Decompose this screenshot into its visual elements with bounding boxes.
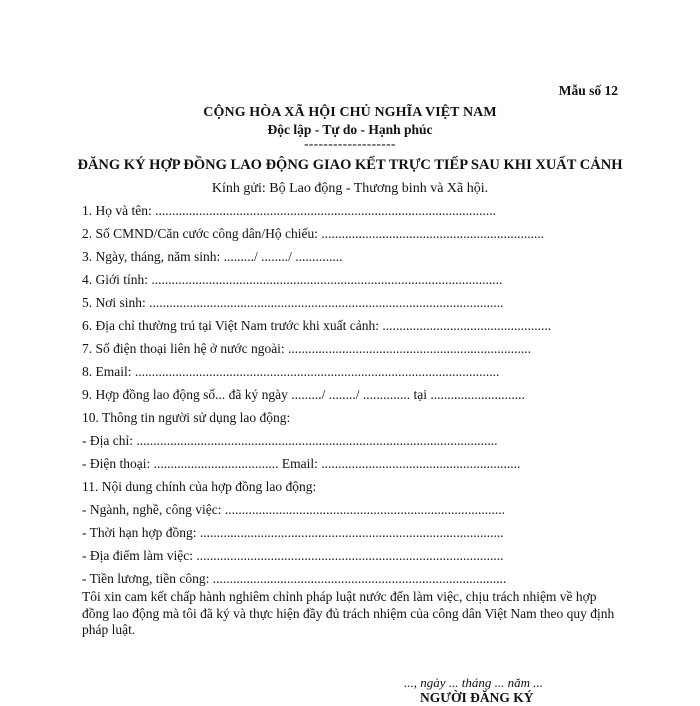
field-gender: 4. Giới tính: ........................................................................................................ — [82, 272, 503, 287]
signer-label: NGƯỜI ĐĂNG KÝ — [420, 690, 534, 705]
section-employer-info: 10. Thông tin người sử dụng lao động: — [82, 410, 291, 425]
field-id-number: 2. Số CMND/Căn cước công dân/Hộ chiếu: .................................................................. — [82, 226, 545, 241]
form-code: Mẫu số 12 — [558, 83, 618, 98]
field-occupation: - Ngành, nghề, công việc: ................................................................................... — [82, 502, 505, 517]
field-employer-phone-email: - Điện thoại: ..................................... Email: ........................................................... — [82, 456, 521, 471]
field-work-location: - Địa điểm làm việc: ........................................................................................... — [82, 548, 504, 563]
commitment-paragraph: Tôi xin cam kết chấp hành nghiêm chỉnh pháp luật nước đến làm việc, chịu trách nhiệm về hợp đồng lao động mà tôi đã ký và thực hiện đầy đủ trách nhiệm của công dân Việt Nam theo quy định pháp luật. — [82, 589, 615, 637]
recipient-line: Kính gửi: Bộ Lao động - Thương binh và Xã hội. — [211, 181, 489, 196]
motto: Độc lập - Tự do - Hạnh phúc — [267, 122, 433, 137]
field-phone-abroad: 7. Số điện thoại liên hệ ở nước ngoài: ........................................................................ — [82, 341, 532, 356]
field-contract-number: 9. Hợp đồng lao động số... đã ký ngày ........./ ......../ .............. tại ............................ — [82, 387, 525, 402]
nation-heading: CỘNG HÒA XÃ HỘI CHỦ NGHĨA VIỆT NAM — [203, 105, 497, 120]
field-employer-address: - Địa chỉ: ........................................................................................................... — [82, 433, 498, 448]
document-title: ĐĂNG KÝ HỢP ĐỒNG LAO ĐỘNG GIAO KẾT TRỰC TIẾP SAU KHI XUẤT CẢNH — [77, 157, 623, 173]
divider: ------------------- — [304, 136, 396, 151]
field-place-of-birth: 5. Nơi sinh: ......................................................................................................... — [82, 295, 504, 310]
field-contract-duration: - Thời hạn hợp đồng: .......................................................................................... — [82, 525, 504, 540]
field-email: 8. Email: ............................................................................................................ — [82, 364, 500, 379]
field-permanent-address: 6. Địa chỉ thường trú tại Việt Nam trước khi xuất cảnh: .................................................. — [82, 318, 552, 333]
section-contract-content: 11. Nội dung chính của hợp đồng lao động: — [82, 479, 317, 494]
field-date-of-birth: 3. Ngày, tháng, năm sinh: ........./ ......../ .............. — [82, 249, 343, 264]
signature-date-line: ..., ngày ... tháng ... năm ... — [404, 675, 544, 690]
field-full-name: 1. Họ và tên: ..................................................................................................... — [82, 203, 496, 218]
field-salary: - Tiền lương, tiền công: ....................................................................................... — [82, 571, 507, 586]
